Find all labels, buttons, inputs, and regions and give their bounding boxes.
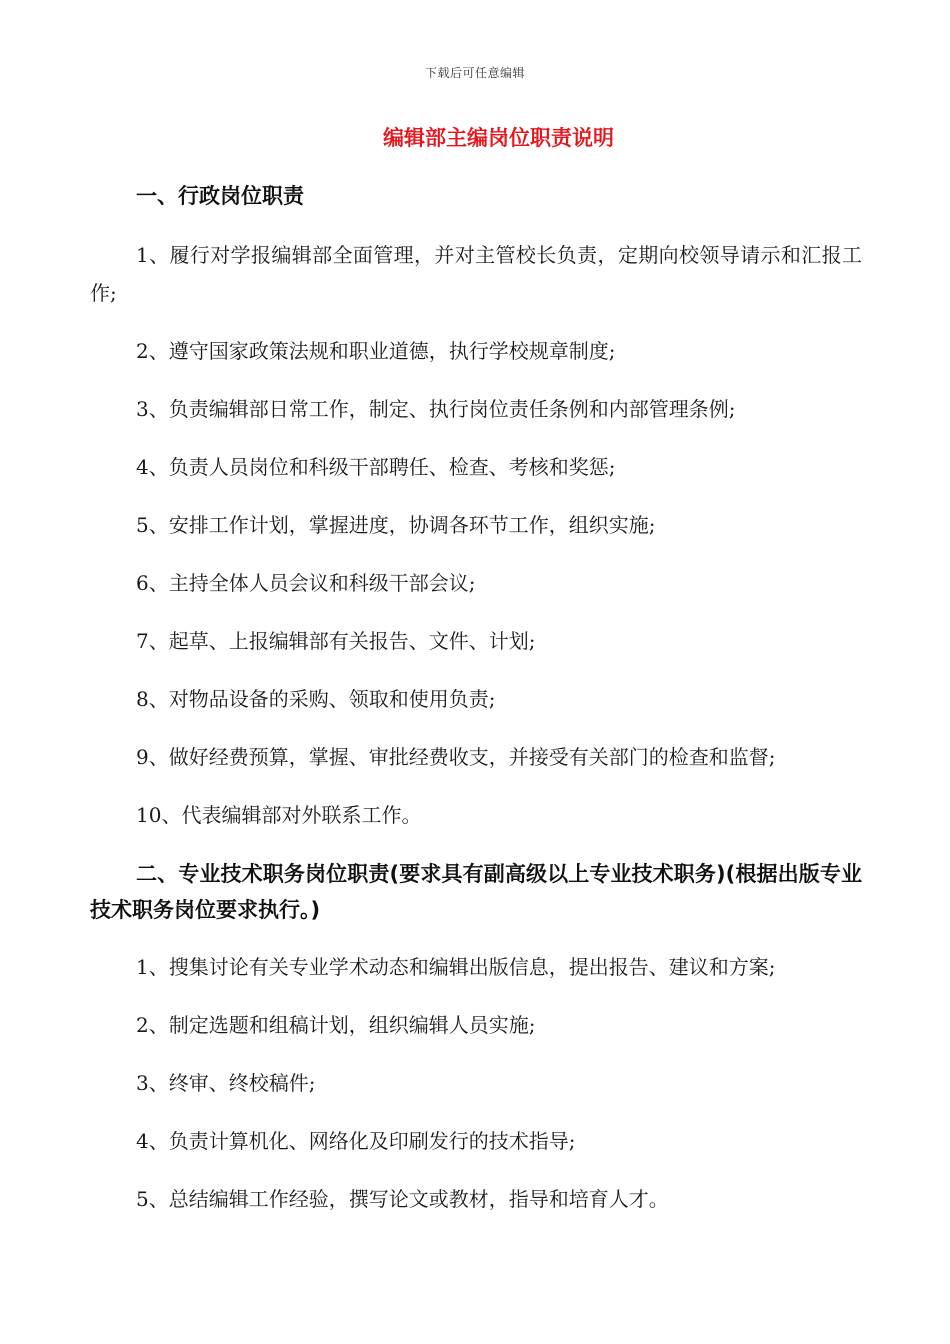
section-administrative-list [90,236,862,834]
section-heading-professional: 二、专业技术职务岗位职责(要求具有副高级以上专业技术职务)(根据出版专业技术职务岗位要求执行。) [90,862,862,922]
list-item: 8、对物品设备的采购、领取和使用负责; [136,687,496,711]
list-item: 3、负责编辑部日常工作，制定、执行岗位责任条例和内部管理条例; [136,397,736,421]
document-body [90,178,862,1238]
section-professional-list [90,948,862,1218]
list-item: 4、负责计算机化、网络化及印刷发行的技术指导; [136,1129,576,1153]
list-item: 2、遵守国家政策法规和职业道德，执行学校规章制度; [136,339,616,363]
section-heading-administrative: 一、行政岗位职责 [136,184,304,208]
list-item: 7、起草、上报编辑部有关报告、文件、计划; [136,629,536,653]
page-header-note: 下载后可任意编辑 [424,66,525,80]
list-item: 1、搜集讨论有关专业学术动态和编辑出版信息，提出报告、建议和方案; [136,955,776,979]
list-item: 9、做好经费预算，掌握、审批经费收支，并接受有关部门的检查和监督; [136,745,776,769]
list-item: 6、主持全体人员会议和科级干部会议; [136,571,476,595]
list-item: 5、总结编辑工作经验，撰写论文或教材，指导和培育人才。 [136,1187,669,1211]
list-item: 2、制定选题和组稿计划，组织编辑人员实施; [136,1013,536,1037]
document-title: 编辑部主编岗位职责说明 [383,126,614,150]
list-item: 10、代表编辑部对外联系工作。 [136,803,422,827]
list-item: 4、负责人员岗位和科级干部聘任、检查、考核和奖惩; [136,455,616,479]
list-item: 3、终审、终校稿件; [136,1071,316,1095]
list-item: 5、安排工作计划，掌握进度，协调各环节工作，组织实施; [136,513,656,537]
list-item: 1、履行对学报编辑部全面管理，并对主管校长负责，定期向校领导请示和汇报工作; [90,243,862,305]
